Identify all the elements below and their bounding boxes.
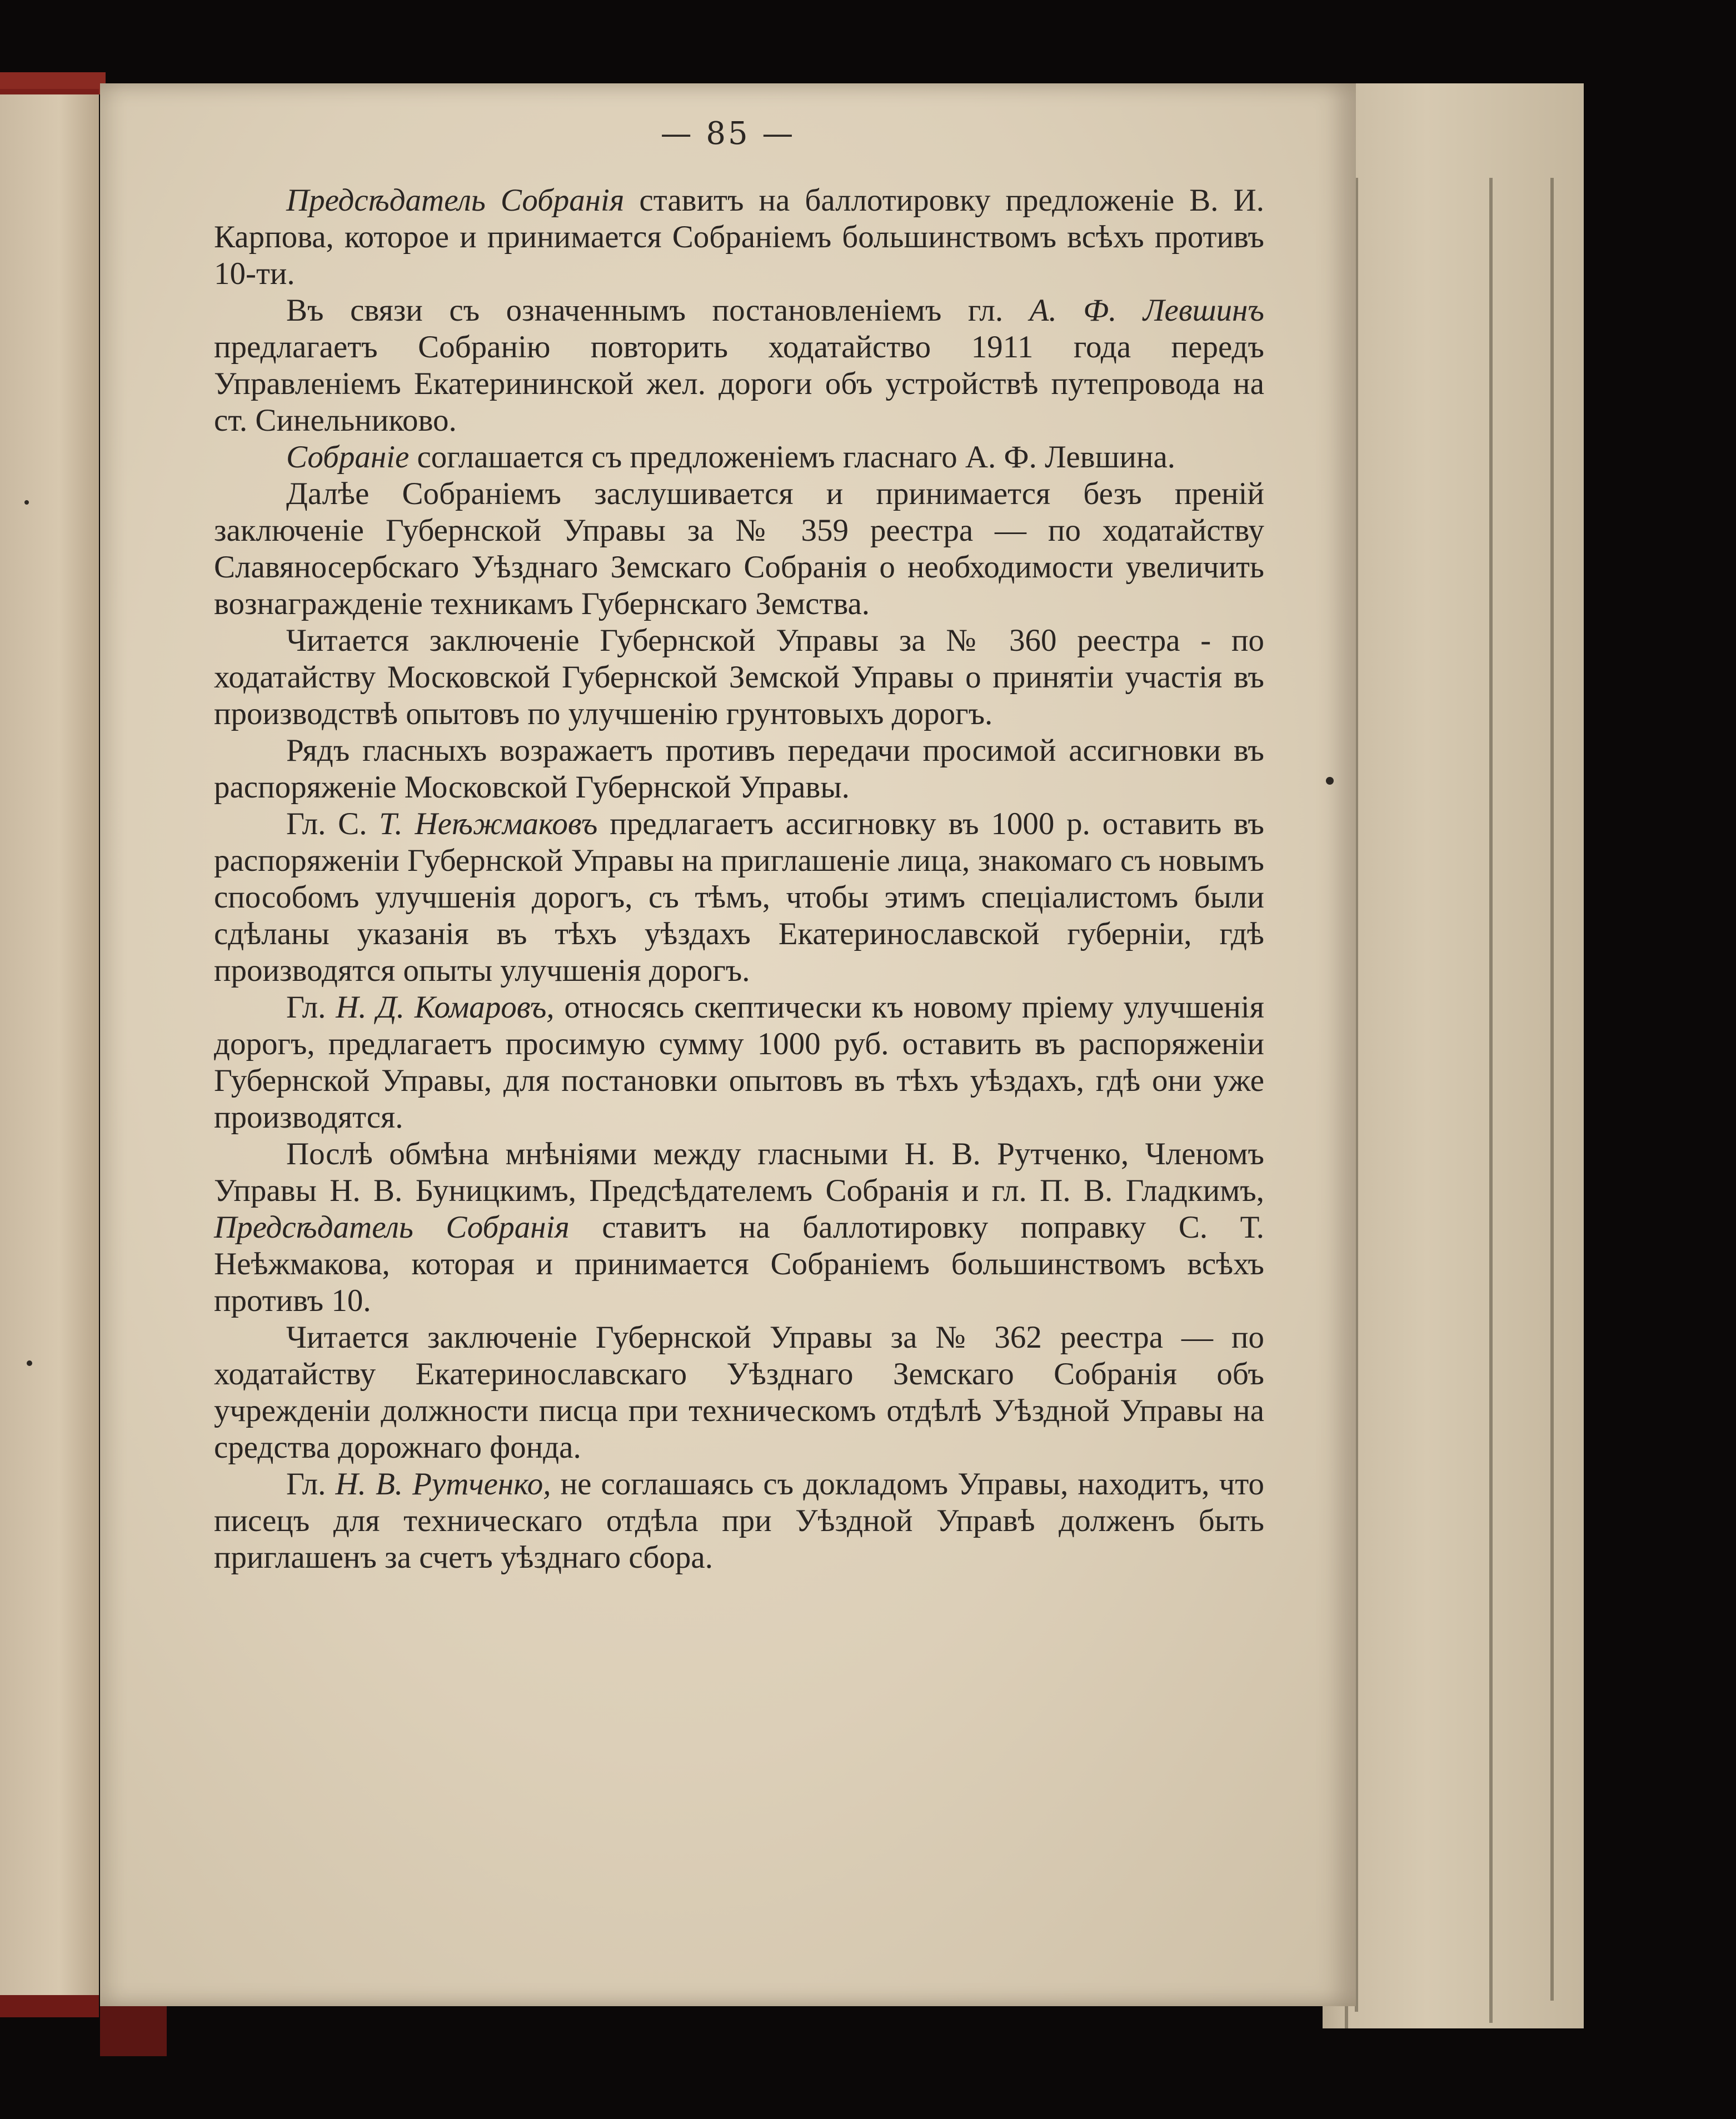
italic-name: Собраніе [286,440,410,475]
text-run: предлагаетъ Собранію повторить ходатайство 1911 года передъ Управленіемъ Екатерининской жел. дороги объ устройствѣ путепровода на ст. Синельниково. [214,330,1264,438]
paragraph [214,1136,1264,1319]
paragraph [214,989,1264,1136]
paragraph [214,439,1264,476]
italic-name: Т. Неѣжмаковъ [379,806,598,841]
book-page [100,83,1356,2006]
previous-page-edge [0,89,99,2017]
paragraph [214,622,1264,732]
italic-name: Н. Д. Комаровъ, [336,990,555,1025]
text-run: Въ связи съ означеннымъ постановленіемъ гл. [286,293,1030,328]
page-body-text [214,182,1264,1576]
text-run: ставитъ на баллотировку поправку С. Т. Неѣжмакова, которая и принимается Собраніемъ большинствомъ всѣхъ противъ 10. [214,1210,1264,1318]
italic-name: Предсѣдатель Собранія [214,1210,570,1245]
paragraph [214,182,1264,292]
page-edge-line [1489,178,1493,2023]
text-run: соглашается съ предложеніемъ гласнаго А. Ф. Левшина. [409,440,1176,475]
paragraph [214,806,1264,989]
ink-speck [1326,777,1334,785]
text-run: Рядъ гласныхъ возражаетъ противъ передачи просимой ассигновки въ распоряженіе Московской Губернской Управы. [214,733,1264,805]
text-run: Далѣе Собраніемъ заслушивается и принимается безъ преній заключеніе Губернской Управы за № 359 реестра — по ходатайству Славяносербскаго Уѣзднаго Земскаго Собранія о необходимости увеличить вознагражденіе техникамъ Губернскаго Земства. [214,476,1264,621]
ink-speck [27,1360,32,1366]
text-run: Гл. [286,1467,336,1502]
paragraph [214,732,1264,806]
paragraph [214,1319,1264,1466]
text-run: относясь скептически къ новому пріему улучшенія дорогъ, предлагаетъ просимую сумму 1000 руб. оставить въ распоряженіи Губернской Управы, для постановки опытовъ въ тѣхъ уѣздахъ, гдѣ они уже производятся. [214,990,1264,1135]
italic-name: Н. В. Рутченко, [335,1467,551,1502]
paragraph [214,476,1264,622]
page-number: — 85 — [660,116,796,152]
paragraph [214,292,1264,439]
text-run: Читается заключеніе Губернской Управы за № 360 реестра - по ходатайству Московской Губернской Земской Управы о принятіи участія въ производствѣ опытовъ по улучшенію грунтовыхъ дорогъ. [214,623,1264,731]
trailing-pages-stack [1323,83,1584,2028]
italic-name: Предсѣдатель Собранія [286,183,625,218]
text-run: Послѣ обмѣна мнѣніями между гласными Н. В. Рутченко, Членомъ Управы Н. В. Буницкимъ, Предсѣдателемъ Собранія и гл. П. В. Гладкимъ, [214,1136,1264,1208]
text-run: предлагаетъ ассигновку въ 1000 р. оставить въ распоряженіи Губернской Управы на приглашеніе лица, знакомаго съ новымъ способомъ улучшенія дорогъ, съ тѣмъ, чтобы этимъ спеціалистомъ были сдѣланы указанія въ тѣхъ уѣздахъ Екатеринославской губерніи, гдѣ производятся опыты улучшенія дорогъ. [214,806,1264,988]
text-run: ставитъ на баллотировку предложеніе В. И. Карпова, которое и принимается Собраніемъ большинствомъ всѣхъ противъ 10-ти. [214,183,1264,291]
text-run: не соглашаясь съ докладомъ Управы, находитъ, что писецъ для техническаго отдѣла при Уѣздной Управѣ долженъ быть приглашенъ за счетъ уѣзднаго сбора. [214,1467,1264,1575]
text-run: Гл. С. [286,806,380,841]
text-run: Гл. [286,990,336,1025]
italic-name: А. Ф. Левшинъ [1029,293,1264,328]
text-run: Читается заключеніе Губернской Управы за № 362 реестра — по ходатайству Екатеринославскаго Уѣзднаго Земскаго Собранія объ учрежденіи должности писца при техническомъ отдѣлѣ Уѣздной Управы на средства дорожнаго фонда. [214,1320,1264,1465]
ink-speck [24,500,29,505]
paragraph [214,1466,1264,1576]
page-edge-line [1550,178,1554,2001]
